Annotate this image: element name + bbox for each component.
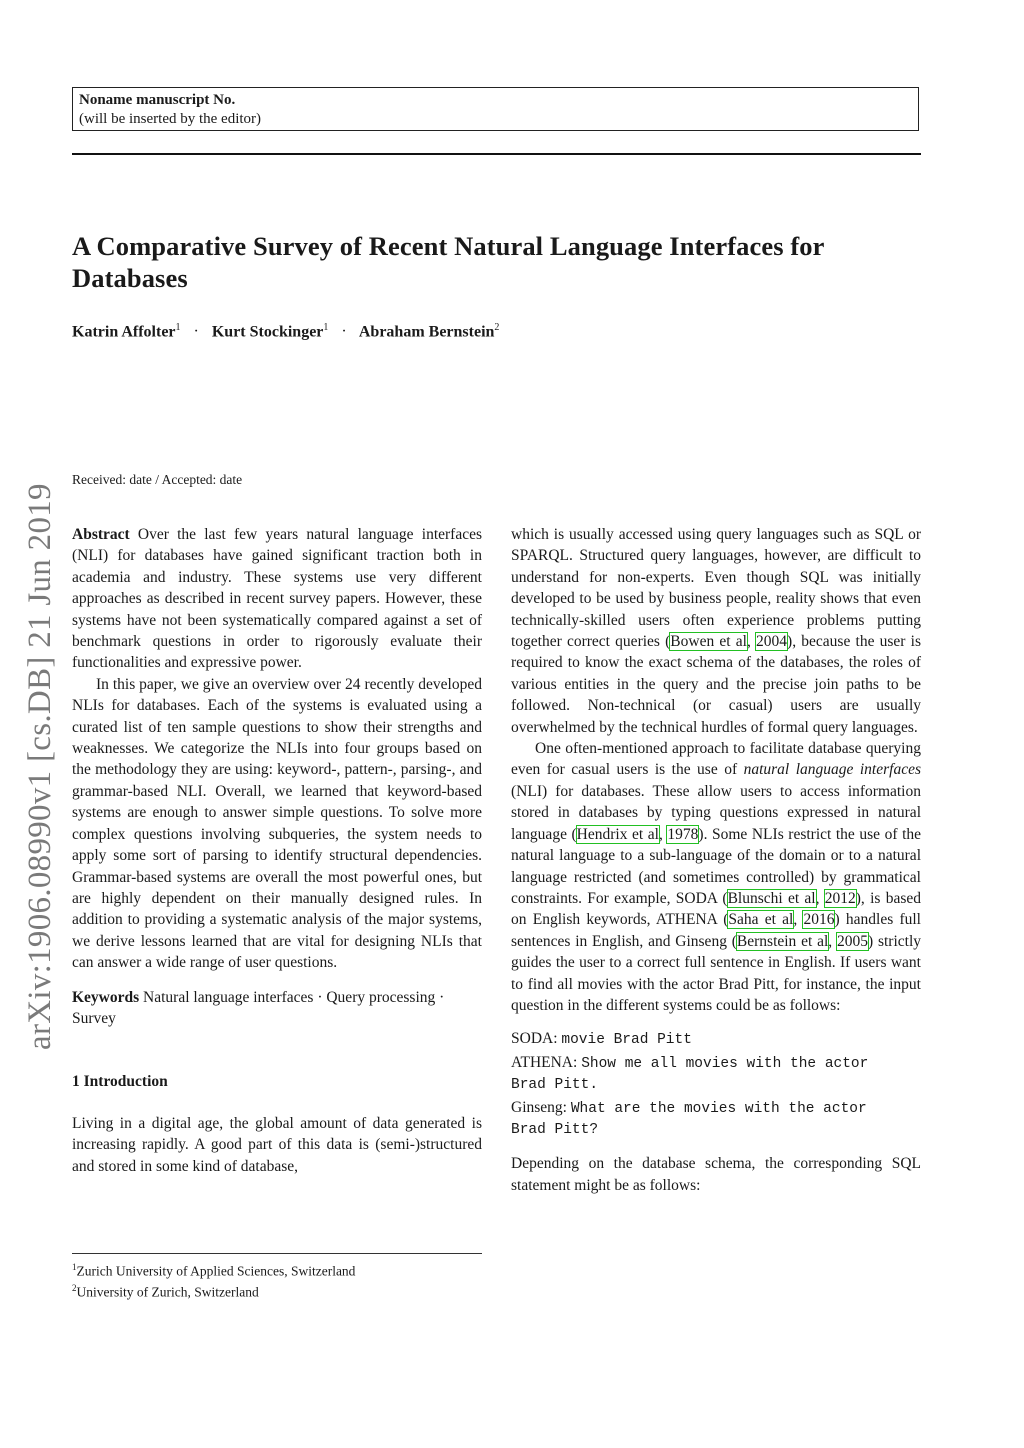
body-paragraph bbox=[511, 524, 921, 738]
text: (NLI) for databases. These allow users to access information stored in databases by typing questions expressed in natural language ( bbox=[511, 782, 921, 843]
footnote-text: University of Zurich, Switzerland bbox=[76, 1284, 259, 1300]
footnote-rule bbox=[72, 1253, 482, 1254]
text: ). Some NLIs restrict the use of the natural language to a sub-language of the domain or to a natural language restricted (and sometimes controlled) by grammatical constraints. For example, SODA ( bbox=[511, 825, 922, 907]
footnote-2 bbox=[72, 1280, 355, 1301]
text: , bbox=[658, 825, 668, 843]
example-label: Ginseng: bbox=[511, 1098, 571, 1116]
author-name: Kurt Stockinger bbox=[211, 323, 324, 341]
footnote-1 bbox=[72, 1259, 355, 1280]
body-paragraph bbox=[511, 738, 921, 1016]
example-continuation: Brad Pitt. bbox=[511, 1077, 599, 1094]
text: which is usually accessed using query languages such as SQL or SPARQL. Structured query languages, however, are difficult to understand for non-experts. Even though SQL was initially developed to be used by business people, reality shows that even technically-skilled users often experience problems putting together correct queries ( bbox=[511, 526, 921, 651]
text: ) handles full sentences in English, and Ginseng ( bbox=[511, 911, 921, 950]
text: ), is based on English keywords, ATHENA ( bbox=[511, 889, 921, 929]
keywords-label: Keywords bbox=[72, 988, 140, 1006]
citation-link[interactable]: Blunschi et al bbox=[727, 889, 816, 907]
example-continuation: Brad Pitt? bbox=[511, 1121, 599, 1138]
citation-link[interactable]: Hendrix et al bbox=[576, 825, 659, 843]
text: , bbox=[793, 911, 804, 929]
right-column bbox=[511, 524, 921, 1196]
citation-link[interactable]: 2005 bbox=[836, 932, 868, 950]
keywords-text: Natural language interfaces · Query processing · Survey bbox=[72, 988, 445, 1027]
keywords bbox=[72, 987, 482, 1030]
text: ), because the user is required to know the exact schema of the databases, the roles of various entities in the query and the precise join paths to be followed. Non-technical (or casual) users are usually overwhelmed by the technical hurdles of formal query languages. bbox=[511, 633, 921, 736]
emphasis: natural language interfaces bbox=[743, 761, 922, 779]
abstract-paragraph-2: In this paper, we give an overview over 24 recently developed NLIs for databases. Each of the systems is evaluated using a curated list of ten sample questions to show their strengths and weaknesses. We categorize the NLIs into four groups based on the methodology they are using: keyword-, pattern-, parsing-, and grammar-based NLI. Overall, we learned that keyword-based systems are enough to answer simple questions. To solve more complex questions involving subqueries, the system needs to apply some sort of parsing to identify structural dependencies. Grammar-based systems are overall the most powerful ones, but are highly dependent on their manually designed rules. In addition to providing a systematic analysis of the major systems, we derive lessons learned that are vital for designing NLIs that can answer a wide range of user questions. bbox=[72, 675, 482, 972]
section-heading: 1 Introduction bbox=[72, 1073, 168, 1091]
example-athena bbox=[511, 1052, 921, 1075]
citation-link[interactable]: Bernstein et al bbox=[736, 932, 829, 950]
example-label: ATHENA: bbox=[511, 1053, 582, 1071]
example-label: SODA: bbox=[511, 1030, 562, 1048]
text: ) strictly guides the user to a correct full sentence in English. If users want to find all movies with the actor Brad Pitt, for instance, the input question in the different systems could be as follows: bbox=[511, 932, 921, 1014]
abstract-label: Abstract bbox=[72, 526, 130, 543]
citation-link[interactable]: Bowen et al bbox=[670, 633, 747, 651]
footnote-mark: 1 bbox=[72, 1262, 77, 1272]
example-query: movie Brad Pitt bbox=[561, 1032, 692, 1049]
text: One often-mentioned approach to facilitate database querying even for casual users is the use of bbox=[511, 740, 921, 779]
author-list bbox=[72, 322, 499, 341]
intro-paragraph: Living in a digital age, the global amount of data generated is increasing rapidly. A good part of this data is (semi-)structured and stored in some kind of database, bbox=[72, 1114, 482, 1175]
example-query: What are the movies with the actor bbox=[570, 1100, 867, 1117]
author-separator: · bbox=[193, 323, 199, 341]
left-column bbox=[72, 524, 482, 1177]
footnote-mark: 2 bbox=[72, 1283, 77, 1293]
editor-note-box bbox=[72, 87, 919, 131]
example-soda bbox=[511, 1028, 921, 1051]
editor-note: (will be inserted by the editor) bbox=[79, 111, 262, 127]
body-paragraph: Depending on the database schema, the corresponding SQL statement might be as follows: bbox=[511, 1155, 921, 1194]
affiliation-mark: 1 bbox=[323, 322, 329, 333]
footnote-text: Zurich University of Applied Sciences, Switzerland bbox=[76, 1263, 356, 1279]
author-name: Katrin Affolter bbox=[72, 323, 176, 341]
spacer bbox=[72, 1029, 482, 1071]
example-query: Show me all movies with the actor bbox=[581, 1055, 869, 1072]
example-list bbox=[511, 1028, 921, 1141]
text: , bbox=[815, 889, 825, 907]
spacer bbox=[511, 1141, 921, 1153]
spacer bbox=[72, 1093, 482, 1113]
footnotes bbox=[72, 1259, 355, 1301]
citation-link[interactable]: 2012 bbox=[824, 889, 856, 907]
citation-link[interactable]: 2004 bbox=[756, 633, 788, 651]
citation-link[interactable]: 1978 bbox=[667, 825, 699, 843]
received-date: Received: date / Accepted: date bbox=[72, 472, 243, 487]
manuscript-number: Noname manuscript No. bbox=[79, 92, 236, 108]
arxiv-stamp: arXiv:1906.08990v1 [cs.DB] 21 Jun 2019 bbox=[22, 483, 58, 1050]
author-separator: · bbox=[341, 323, 347, 341]
text: , bbox=[746, 633, 757, 651]
abstract-text: Over the last few years natural language interfaces (NLI) for databases have gained significant traction both in academia and industry. These systems use very different approaches as described in recent survey papers. However, these systems have not been systematically compared against a set of benchmark questions in order to rigorously evaluate their functionalities and expressive power. bbox=[72, 526, 482, 672]
affiliation-mark: 1 bbox=[175, 322, 181, 333]
paper-title: A Comparative Survey of Recent Natural Language Interfaces for Databases bbox=[72, 231, 825, 293]
author-name: Abraham Bernstein bbox=[358, 323, 495, 341]
header-rule bbox=[72, 153, 921, 155]
example-ginseng bbox=[511, 1097, 921, 1120]
text: , bbox=[828, 932, 837, 950]
affiliation-mark: 2 bbox=[494, 322, 500, 333]
citation-link[interactable]: Saha et al bbox=[728, 911, 794, 929]
spacer bbox=[511, 1016, 921, 1028]
spacer bbox=[72, 974, 482, 987]
abstract-paragraph bbox=[72, 524, 482, 674]
citation-link[interactable]: 2016 bbox=[803, 911, 835, 929]
